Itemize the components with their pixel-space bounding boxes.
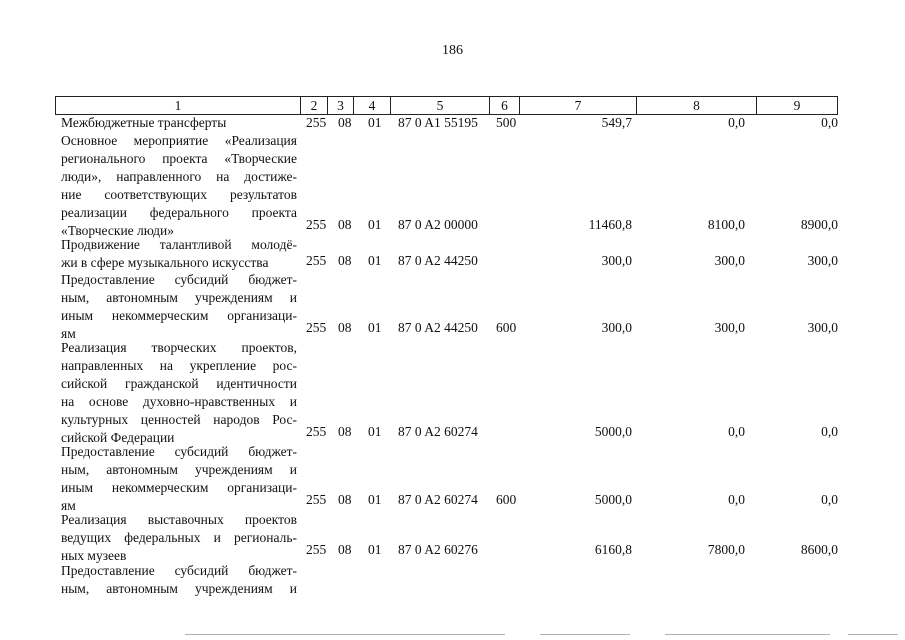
scan-artifact-line [665,634,830,635]
header-col-3: 3 [327,97,353,114]
cell-col-3: 08 [338,253,352,268]
cell-col-9: 8900,0 [800,217,838,232]
cell-col-3: 08 [338,492,352,507]
cell-col-3: 08 [338,115,352,130]
cell-col-5: 87 0 A1 55195 [398,115,478,130]
cell-col-7: 6160,8 [594,542,632,557]
cell-col-5: 87 0 A2 44250 [398,320,478,335]
scan-artifact-line [185,634,505,635]
cell-col-4: 01 [368,320,382,335]
cell-col-8: 300,0 [714,253,745,268]
cell-col-9: 0,0 [821,492,838,507]
cell-col-7: 549,7 [601,115,632,130]
cell-col-8: 0,0 [728,424,745,439]
header-col-2: 2 [300,97,327,114]
header-col-7: 7 [519,97,636,114]
cell-col-8: 300,0 [714,320,745,335]
scan-artifact-line [848,634,898,635]
row-description: Основное мероприятие «Реализация регионального проекта «Творческие люди», направленного на достиже- ние соответствующих результатов реализации федерального проекта «Творческие люди» [61,133,297,238]
cell-col-5: 87 0 A2 00000 [398,217,478,232]
row-description: Предоставление субсидий бюджет- ным, автономным учреждениям и иным некоммерческим организаци- ям [61,444,297,513]
cell-col-9: 300,0 [807,253,838,268]
scan-artifact-line [540,634,630,635]
page-number: 186 [442,43,463,58]
cell-col-4: 01 [368,115,382,130]
cell-col-5: 87 0 A2 44250 [398,253,478,268]
row-description: Предоставление субсидий бюджет- ным, автономным учреждениям и иным некоммерческим организаци- ям [61,272,297,341]
cell-col-9: 0,0 [821,115,838,130]
header-col-1: 1 [174,98,182,113]
cell-col-9: 300,0 [807,320,838,335]
cell-col-2: 255 [306,542,327,557]
cell-col-4: 01 [368,492,382,507]
row-description: Реализация выставочных проектов ведущих федеральных и региональ- ных музеев [61,512,297,563]
cell-col-9: 8600,0 [800,542,838,557]
cell-col-7: 11460,8 [588,217,632,232]
cell-col-6: 500 [496,115,517,130]
cell-col-6: 600 [496,492,517,507]
row-description: Предоставление субсидий бюджет- ным, автономным учреждениям и [61,563,297,596]
cell-col-6: 600 [496,320,517,335]
cell-col-2: 255 [306,253,327,268]
cell-col-3: 08 [338,424,352,439]
cell-col-5: 87 0 A2 60274 [398,424,478,439]
cell-col-3: 08 [338,542,352,557]
row-description: Реализация творческих проектов, направленных на укрепление рос- сийской гражданской идентичности на основе духовно-нравственных и культурных ценностей народов Рос- сийской Федерации [61,340,297,445]
cell-col-7: 300,0 [601,253,632,268]
cell-col-7: 5000,0 [594,492,632,507]
cell-col-4: 01 [368,542,382,557]
cell-col-5: 87 0 A2 60276 [398,542,478,557]
header-col-4: 4 [353,97,390,114]
header-col-6: 6 [489,97,519,114]
row-description: Межбюджетные трансферты [61,115,227,130]
cell-col-5: 87 0 A2 60274 [398,492,478,507]
cell-col-2: 255 [306,424,327,439]
cell-col-8: 0,0 [728,115,745,130]
cell-col-3: 08 [338,320,352,335]
cell-col-7: 5000,0 [594,424,632,439]
cell-col-4: 01 [368,217,382,232]
cell-col-7: 300,0 [601,320,632,335]
header-col-9: 9 [756,97,837,114]
row-description: Продвижение талантливой молодё- жи в сфере музыкального искусства [61,237,297,270]
cell-col-2: 255 [306,320,327,335]
cell-col-3: 08 [338,217,352,232]
header-col-8: 8 [636,97,756,114]
cell-col-4: 01 [368,253,382,268]
header-col-5: 5 [390,97,489,114]
cell-col-8: 0,0 [728,492,745,507]
cell-col-8: 8100,0 [707,217,745,232]
cell-col-9: 0,0 [821,424,838,439]
cell-col-4: 01 [368,424,382,439]
cell-col-2: 255 [306,115,327,130]
cell-col-8: 7800,0 [707,542,745,557]
cell-col-2: 255 [306,217,327,232]
cell-col-2: 255 [306,492,327,507]
